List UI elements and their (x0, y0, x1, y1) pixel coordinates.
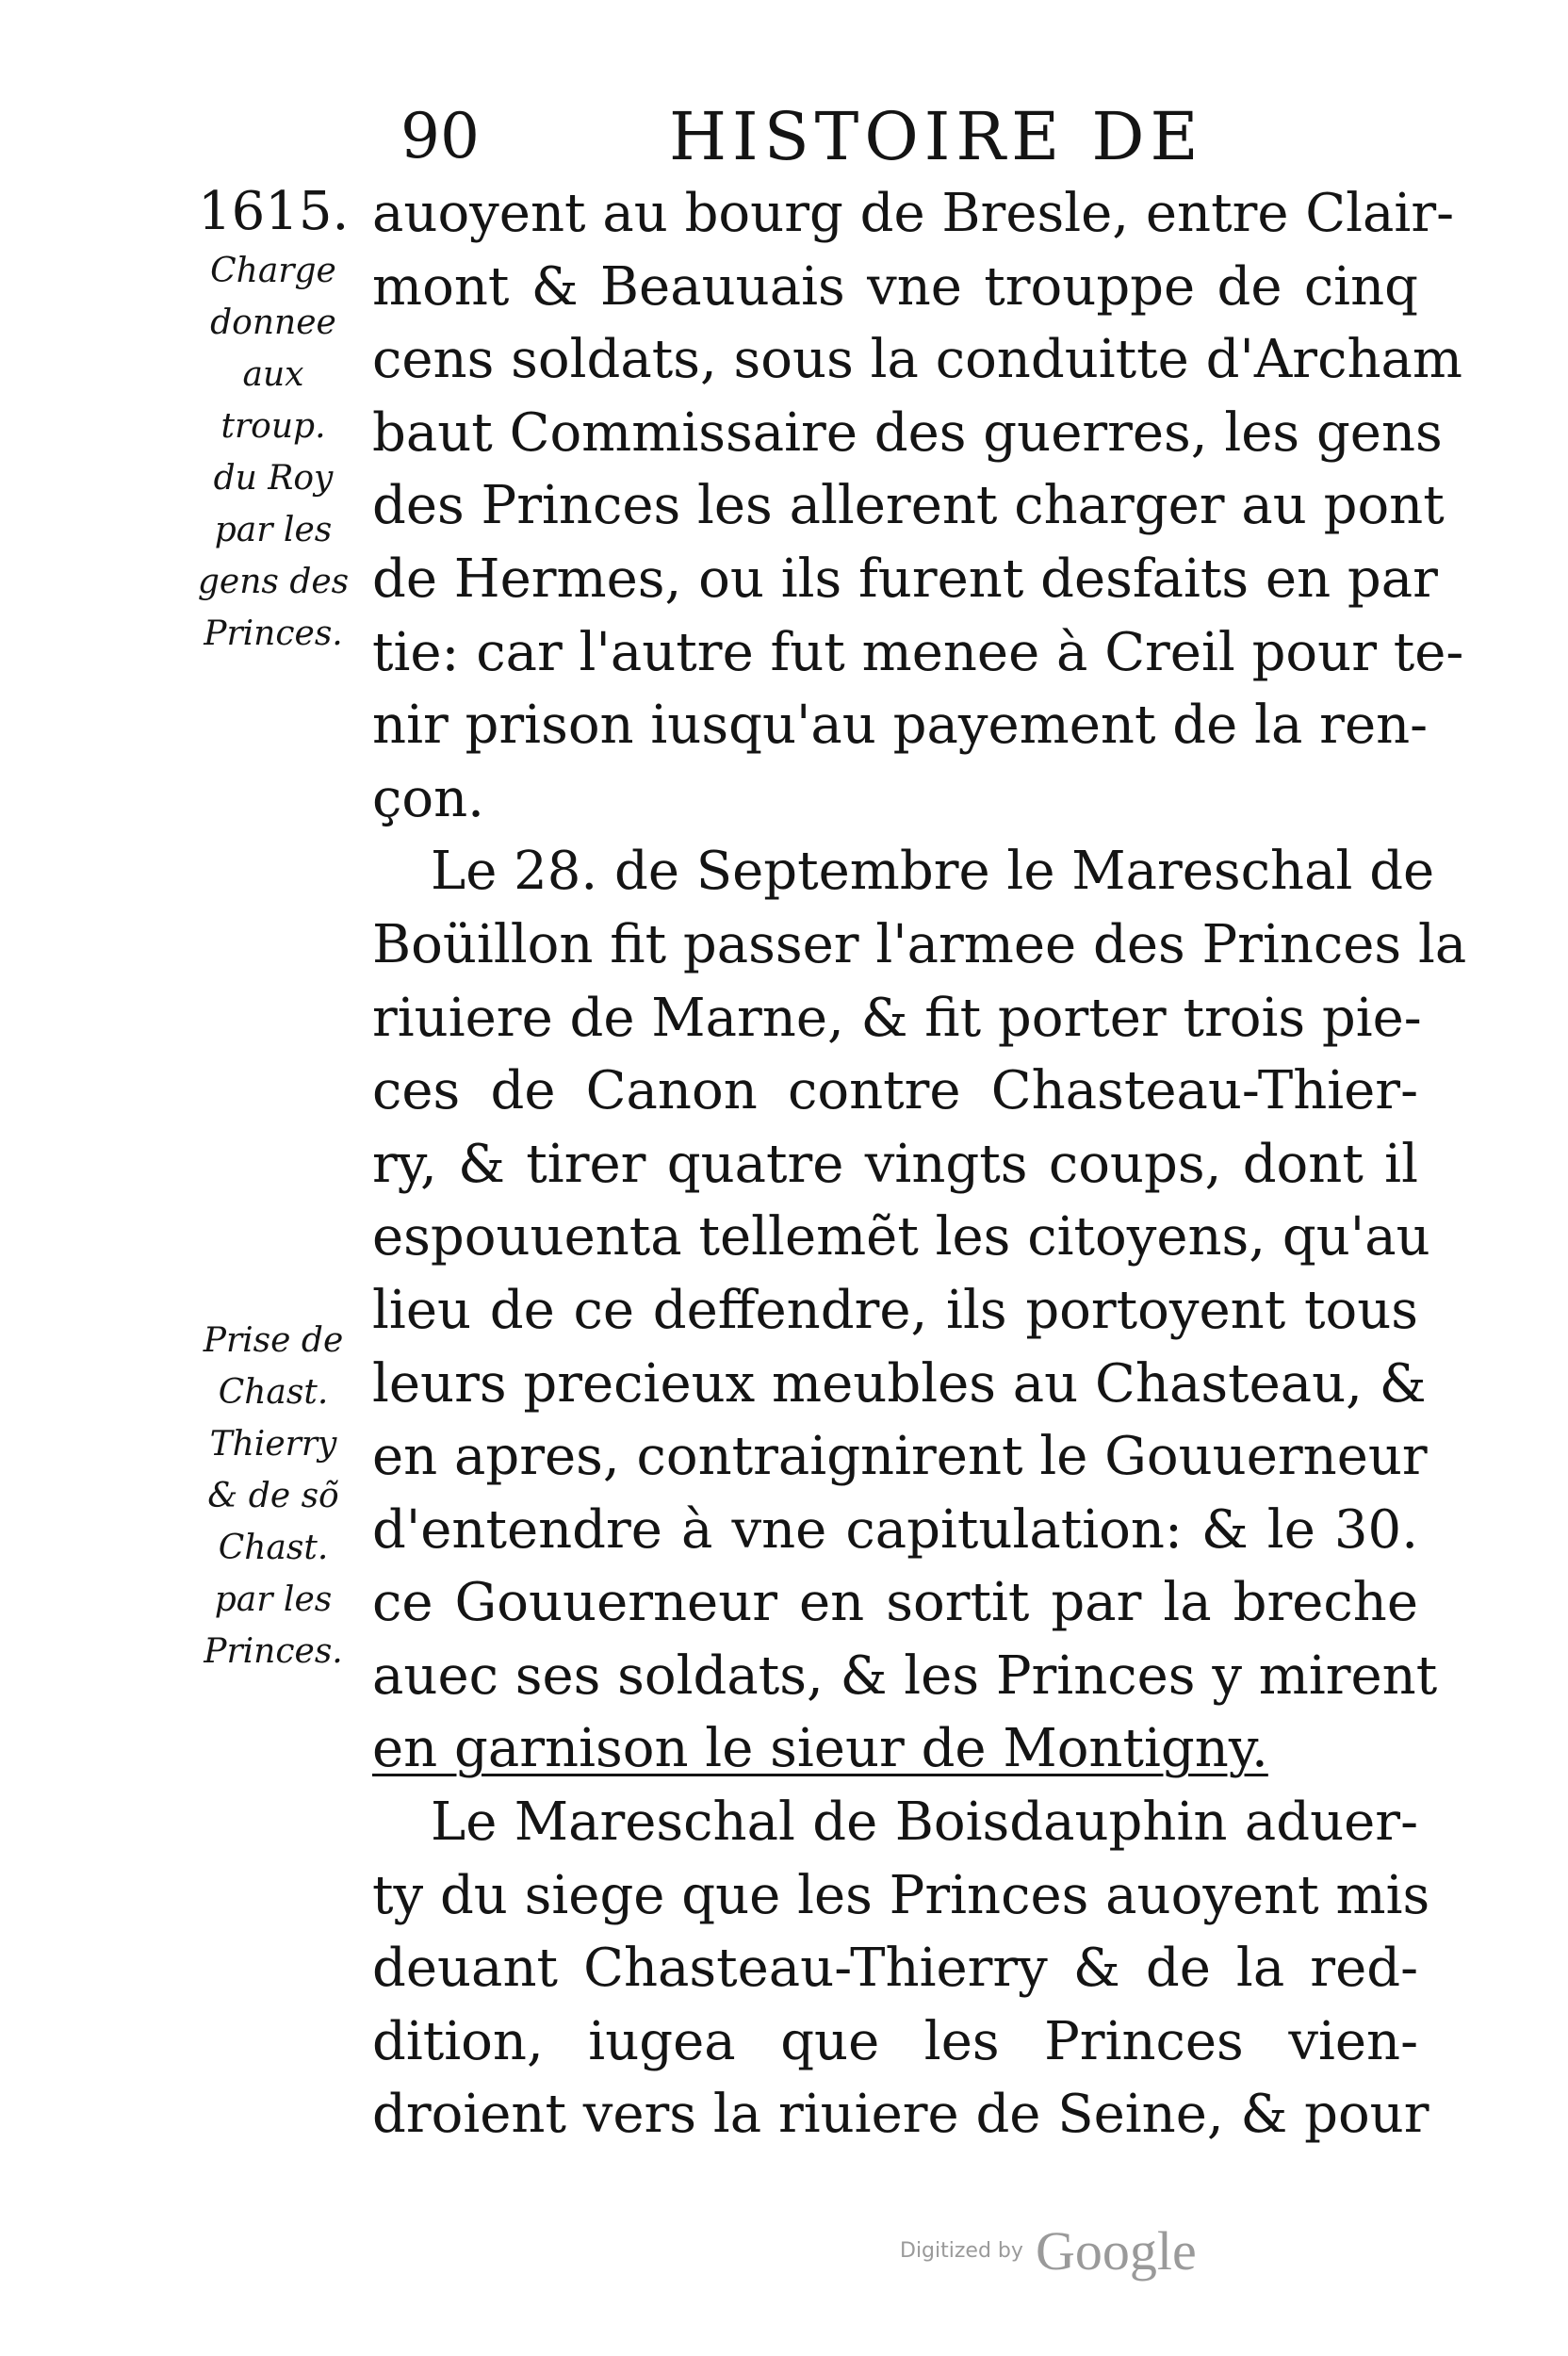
margin-year: 1615. (198, 181, 350, 242)
text-line: Le 28. de Septembre le Mareschal de (431, 841, 1435, 903)
margin-note-line: Princes. (204, 1632, 343, 1671)
text-line-underlined: en garnison le sieur de Montigny. (372, 1718, 1268, 1780)
text-line: auoyent au bourg de Bresle, entre Clair- (372, 183, 1455, 244)
margin-note-line: gens des (197, 563, 350, 601)
text-line: des Princes les allerent charger au pont (372, 475, 1445, 537)
page-number: 90 (400, 100, 480, 172)
margin-note-line: Prise de (203, 1321, 344, 1360)
text-line: Boüillon fit passer l'armee des Princes la (372, 913, 1467, 975)
text-line: Le Mareschal de Boisdauphin aduer- (431, 1792, 1418, 1854)
text-line: ry, & tirer quatre vingts coups, dont il (372, 1133, 1418, 1195)
margin-note-line: Chast. (218, 1529, 329, 1567)
margin-note-line: Charge (210, 252, 336, 290)
text-line: ty du siege que les Princes auoyent mis (372, 1864, 1430, 1926)
margin-note-line: & de sõ (207, 1477, 339, 1515)
text-line: nir prison iusqu'au payement de la ren- (372, 695, 1429, 757)
text-line: deuant Chasteau-Thierry & de la red- (372, 1938, 1418, 2000)
body-text (372, 177, 1467, 2151)
margin-note-line: troup. (220, 407, 326, 446)
running-head: HISTOIRE DE (669, 98, 1204, 175)
text-line: espouuenta tellemẽt les citoyens, qu'au (372, 1206, 1430, 1268)
text-line: de Hermes, ou ils furent desfaits en par (372, 548, 1438, 610)
text-line: leurs precieux meubles au Chasteau, & (372, 1352, 1427, 1415)
text-line: droient vers la riuiere de Seine, & pour (372, 2084, 1429, 2146)
margin-note-line: Princes. (204, 614, 343, 653)
page-header (396, 99, 1432, 174)
margin-note-line: donnee (210, 303, 336, 342)
text-line: d'entendre à vne capitulation: & le 30. (372, 1498, 1418, 1561)
text-line: riuiere de Marne, & fit porter trois pie- (372, 987, 1422, 1049)
text-line: çon. (372, 767, 484, 829)
text-line: ces de Canon contre Chasteau-Thier- (372, 1060, 1418, 1122)
margin-note-line: du Roy (213, 459, 334, 498)
margin-note-charge (179, 245, 368, 660)
digitized-watermark (900, 2219, 1197, 2282)
margin-note-line: Chast. (218, 1373, 329, 1412)
text-line: ce Gouuerneur en sortit par la breche (372, 1572, 1418, 1634)
margin-note-line: Thierry (209, 1425, 337, 1464)
text-line: tie: car l'autre fut menee à Creil pour te- (372, 621, 1464, 683)
text-line: dition, iugea que les Princes vien- (372, 2010, 1418, 2072)
text-line: baut Commissaire des guerres, les gens (372, 401, 1443, 464)
text-line: en apres, contraignirent le Gouuerneur (372, 1426, 1428, 1488)
margin-note-line: aux (242, 355, 304, 394)
margin-note-line: par les (214, 511, 333, 549)
text-line: cens soldats, sous la conduitte d'Archam (372, 329, 1462, 391)
text-line: auec ses soldats, & les Princes y mirent (372, 1644, 1438, 1707)
margin-note-line: par les (214, 1580, 333, 1619)
text-line: mont & Beauuais vne trouppe de cinq (372, 255, 1418, 318)
margin-note-prise (179, 1315, 368, 1677)
text-line: lieu de ce deffendre, ils portoyent tous (372, 1279, 1418, 1341)
watermark-prefix: Digitized by (900, 2239, 1023, 2263)
watermark-brand: Google (1036, 2220, 1197, 2282)
